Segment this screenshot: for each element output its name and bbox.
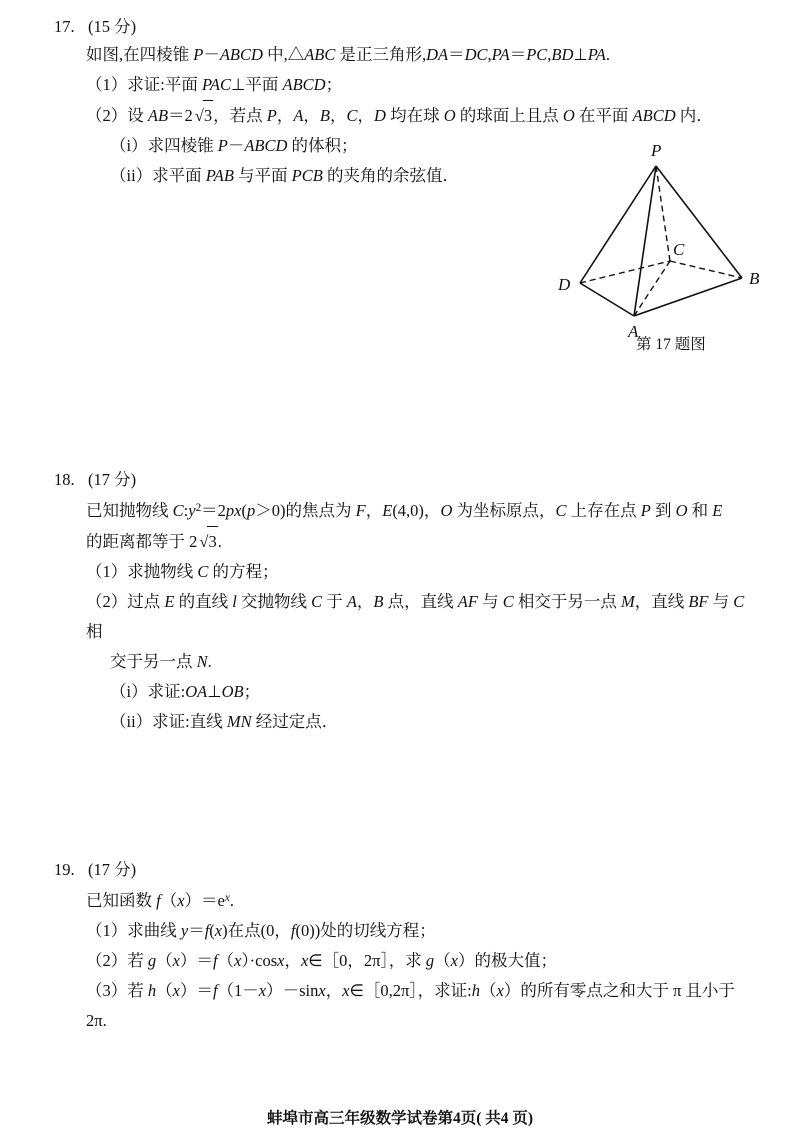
question-18-line-3: （1）求抛物线 C 的方程； xyxy=(86,562,279,582)
question-18-header xyxy=(54,467,754,493)
question-19-points: (17 分) xyxy=(88,860,137,879)
figure-label-D: D xyxy=(558,275,571,294)
question-18-line-2: 的距离都等于 2 √3. xyxy=(86,526,754,557)
question-17-line-2: （1）求证:平面 PAC⊥平面 ABCD； xyxy=(86,75,343,94)
question-19-header xyxy=(54,857,754,883)
question-19-line-2: （1）求曲线 y＝f(x)在点(0，f(0))处的切线方程； xyxy=(86,921,436,941)
question-19-line-1: 已知函数 $f(x)=e^x$. xyxy=(86,891,234,911)
question-17-line-5: （ii）求平面 PAB 与平面 PCB 的夹角的余弦值． xyxy=(110,166,459,185)
question-18-line-6: （i）求证:OA⊥OB； xyxy=(110,682,261,702)
question-17-line-4: （i）求四棱锥 P－ABCD 的体积； xyxy=(110,136,358,155)
figure-label-P: P xyxy=(651,141,662,160)
question-18-line-4: （2）过点 E 的直线 l 交抛物线 C 于 A，B 点，直线 AF 与 C 相交于另一点 M，直线 BF 与 C 相 xyxy=(86,592,745,642)
question-18-line-1: 已知抛物线 $C:y^2=2px(p>0)$的焦点为 F，E(4,0)，O 为坐标原点，C 上存在点 P 到 O 和 E xyxy=(86,501,723,521)
question-17-line-3: （2）设 AB＝2 √3，若点 P，A，B，C，D 均在球 O 的球面上且点 O 在平面 ABCD 内． xyxy=(86,100,754,131)
question-18-points: (17 分) xyxy=(88,470,137,489)
question-17-points: (15 分) xyxy=(88,17,137,36)
question-17-line-1: 如图,在四棱锥 P－ABCD 中,△ABC 是正三角形,DA＝DC,PA＝PC,BD⊥PA. xyxy=(86,45,610,64)
figure-label-A: A xyxy=(628,322,639,341)
question-17-figure xyxy=(470,138,770,368)
question-19-line-3: （2）若 g（x）＝f（x）·cosx，x∈［0，2π］，求 g（x）的极大值； xyxy=(86,951,557,971)
question-19 xyxy=(54,857,754,1036)
figure-label-B: B xyxy=(749,269,760,288)
figure-label-C: C xyxy=(673,240,685,259)
question-18-number: 18. xyxy=(54,470,75,489)
question-19-line-4: （3）若 h（x）＝f（1－x）－sinx，x∈［0,2π］，求证:h（x）的所有零点之和大于 π 且小于 2π. xyxy=(86,981,735,1031)
question-19-number: 19. xyxy=(54,860,75,879)
question-17-number: 17. xyxy=(54,17,75,36)
page-footer: 蚌埠市高三年级数学试卷第4页( 共4 页) xyxy=(266,1110,534,1127)
question-18-line-5: 交于另一点 N. xyxy=(110,652,212,672)
question-17-figure-caption: 第 17 题图 xyxy=(636,336,706,353)
question-17-header xyxy=(54,14,754,40)
question-18-line-7: （ii）求证:直线 MN 经过定点． xyxy=(110,712,339,732)
question-18 xyxy=(54,467,754,737)
